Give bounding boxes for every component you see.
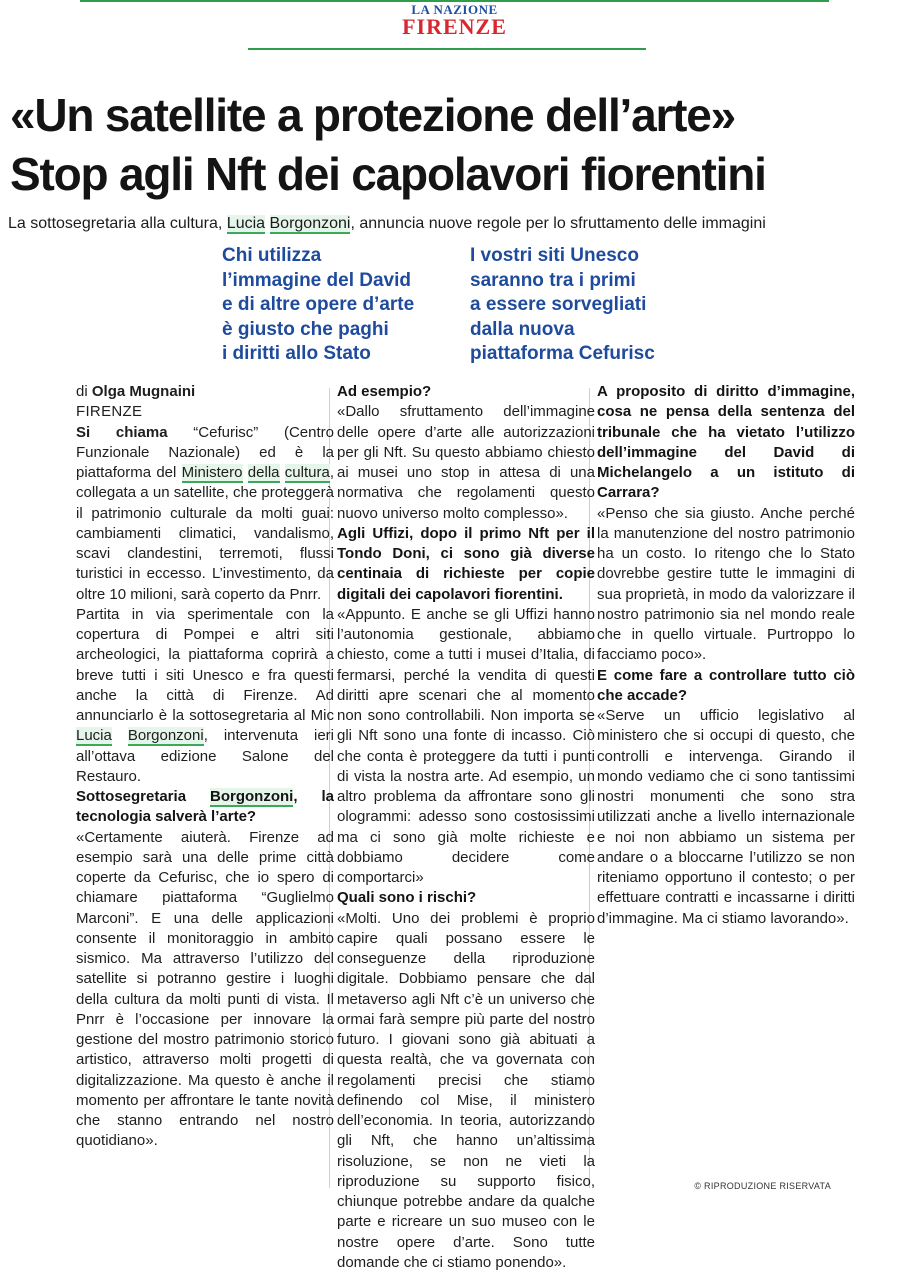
headline-line-2: Stop agli Nft dei capolavori fiorentini — [10, 147, 905, 201]
pull-quote-right — [470, 244, 710, 367]
paragraph-text: , intervenuta ieri all’ottava edizione Salone del Restauro. — [76, 727, 334, 785]
interview-question: Ad esempio? — [337, 382, 595, 402]
question-text: Sottosegretaria — [76, 788, 210, 805]
pull-quote-left — [222, 244, 462, 367]
byline-author: Olga Mugnaini — [92, 383, 195, 400]
subtitle-text: La sottosegretaria alla cultura, — [8, 215, 227, 232]
article-column-1 — [76, 382, 334, 1152]
pull-quote-line: l’immagine del David — [222, 269, 462, 294]
pull-quote-line: piattaforma Cefurisc — [470, 342, 710, 367]
highlighted-name: Borgonzoni — [210, 788, 293, 807]
pull-quote-line: i diritti allo Stato — [222, 342, 462, 367]
copyright-notice: © RIPRODUZIONE RISERVATA — [694, 1181, 831, 1191]
highlighted-name: Lucia — [227, 215, 265, 234]
subtitle-text: , annuncia nuove regole per lo sfruttamento delle immagini — [350, 215, 765, 232]
interview-answer: «Certamente aiuterà. Firenze ad esempio sarà una delle prime città coperte da Cefurisc, che io spero di chiamare piattaforma “Guglielmo Marconi”. E una delle applicazioni consente il monitoraggio in ambito sismico. Ma attraverso l’utilizzo del satellite si potranno gestire i luoghi della cultura da molti punti di vista. Il Pnrr è l’occasione per innovare la gestione del mostro patrimonio storico artistico, attraverso molti progetti di digitalizzazione. Ma questo è anche il momento per affrontare le tante novità che stanno entrando nel nostro quotidiano». — [76, 828, 334, 1152]
highlighted-word: cultura — [285, 464, 330, 483]
interview-question — [76, 787, 334, 828]
highlighted-word: della — [248, 464, 280, 483]
interview-question: A proposito di diritto d’immagine, cosa ne pensa della sentenza del tribunale che ha vietato l’utilizzo dell’immagine del David di Michelangelo a un istituto di Carrara? — [597, 382, 855, 504]
pull-quote-line: e di altre opere d’arte — [222, 293, 462, 318]
interview-question: Agli Uffizi, dopo il primo Nft per il Tondo Doni, ci sono già diverse centinaia di richieste per copie digitali dei capolavori fiorentini. — [337, 524, 595, 605]
masthead-rule — [248, 48, 646, 50]
article-paragraph — [76, 605, 334, 787]
masthead — [0, 0, 909, 60]
byline-prefix: di — [76, 383, 88, 400]
interview-answer: «Penso che sia giusto. Anche perché la manutenzione del nostro patrimonio ha un costo. Io ritengo che lo Stato dovrebbe gestire tutte le immagini di sua proprietà, in modo da valorizzare il nostro patrimonio sia nel mondo reale che in quello virtuale. Purtroppo lo facciamo poco». — [597, 504, 855, 666]
article-column-3 — [597, 382, 855, 929]
highlighted-name: Borgonzoni — [270, 215, 351, 234]
highlighted-name: Borgonzoni — [128, 727, 204, 746]
masthead-name: LA NAZIONE — [0, 2, 909, 18]
byline-city: FIRENZE — [76, 402, 334, 422]
paragraph-text: “Cefurisc” (Centro Funzionale Nazionale) ed è la piattaforma del — [76, 424, 334, 482]
pull-quote-line: I vostri siti Unesco — [470, 244, 710, 269]
interview-answer: «Molti. Uno dei problemi è proprio capire quali possano essere le conseguenze della riproduzione digitale. Dobbiamo pensare che dal metaverso agli Nft c’è un universo che ormai farà sempre più parte del nostro futuro. I giovani sono già abituati a questa realtà, che va governata con regolamenti precisi che stiamo definendo col Mise, il ministero dell’economia. In teoria, autorizzando gli Nft, che hanno un’altissima risoluzione, se non ne vieti la riproduzione su supporto fisico, chiunque potrebbe andare da qualche parte e ricreare un suo museo con le nostre opere d’arte. Sono tutte domande che ci stiamo ponendo». — [337, 909, 595, 1273]
interview-question: Quali sono i rischi? — [337, 888, 595, 908]
pull-quote-line: a essere sorvegliati — [470, 293, 710, 318]
interview-answer: «Dallo sfruttamento dell’immagine delle opere d’arte alle autorizzazioni per gli Nft. Su questo abbiamo chiesto ai musei uno stop in attesa di una normativa che regolamenti questo nuovo universo molto complesso». — [337, 402, 595, 524]
paragraph-text: Partita in via sperimentale con la copertura di Pompei e altri siti archeologici, la piattaforma coprirà a breve tutti i siti Unesco e fra questi anche la città di Firenze. Ad annunciarlo è la sottosegretaria al Mic — [76, 606, 334, 724]
article-paragraph — [76, 423, 334, 605]
pull-quote-line: Chi utilizza — [222, 244, 462, 269]
pull-quote-line: saranno tra i primi — [470, 269, 710, 294]
masthead-edition: FIRENZE — [0, 14, 909, 40]
byline — [76, 382, 334, 423]
article-column-2 — [337, 382, 595, 1273]
pull-quote-line: dalla nuova — [470, 318, 710, 343]
highlighted-name: Lucia — [76, 727, 112, 746]
interview-answer: «Appunto. E anche se gli Uffizi hanno l’autonomia gestionale, abbiamo chiesto, come a tutti i musei d’Italia, di fermarsi, perché la vendita di questi diritti apre scenari che al momento non sono controllabili. Non importa se gli Nft sono una fonte di incasso. Ciò che conta è proteggere da tutti i punti di vista la nostra arte. Ad esempio, un altro problema da affrontare sono gli ologrammi: adesso sono costosissimi ma ci sono già molte richieste e dobbiamo decidere come comportarci» — [337, 605, 595, 889]
pull-quote-line: è giusto che paghi — [222, 318, 462, 343]
paragraph-text: , collegata a un satellite, che proteggerà il patrimonio culturale da molti guai: cambiamenti climatici, vandalismo, scavi clandestini, terremoti, flussi turistici in eccesso. L’investimento, da oltre 10 milioni, sarà coperto da Pnrr. — [76, 464, 334, 603]
question-text: , la tecnologia salverà l’arte? — [76, 788, 334, 825]
lead-words: Si chiama — [76, 424, 168, 441]
headline-line-1: «Un satellite a protezione dell’arte» — [10, 88, 905, 142]
subtitle — [8, 212, 908, 236]
interview-answer: «Serve un ufficio legislativo al ministero che si occupi di questo, che controlli e intervenga. Girando il mondo vediamo che ci sono tantissimi nostri monumenti che sono stra utilizzati anche a livello internazionale e noi non abbiamo un sistema per andare o a bloccarne l’utilizzo se non riteniamo opportuno il contesto; o per effettuare contratti e incassarne i diritti d’immagine. Ma ci stiamo lavorando». — [597, 706, 855, 929]
interview-question: E come fare a controllare tutto ciò che accade? — [597, 666, 855, 707]
highlighted-word: Ministero — [182, 464, 243, 483]
